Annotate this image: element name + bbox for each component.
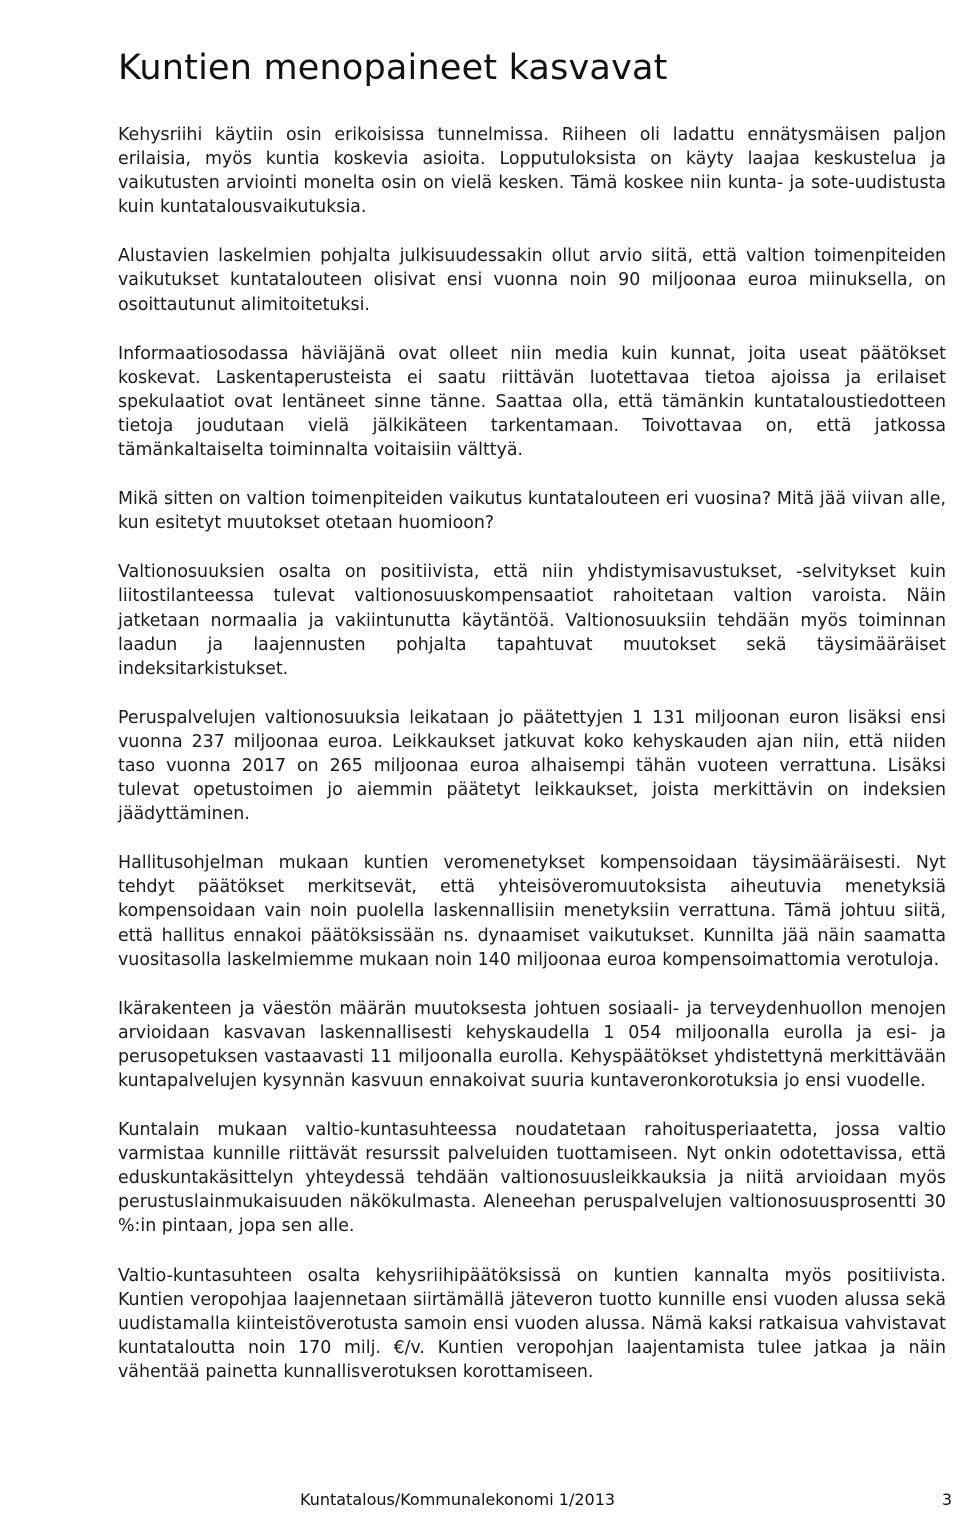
paragraph-4: Mikä sitten on valtion toimenpiteiden vaikutus kuntatalouteen eri vuosina? Mitä jää viivan alle, kun esitetyt muutokset otetaan huomioon? xyxy=(118,489,946,534)
page-number: 3 xyxy=(941,1490,952,1509)
paragraph-5: Valtionosuuksien osalta on positiivista, että niin yhdistymisavustukset, -selvitykset kuin liitostilanteessa tulevat valtionosuuskompensaatiot rahoitetaan valtion varoista. Näin jatketaan normaalia ja vakiintunutta käytäntöä. Valtionosuuksiin tehdään myös toiminnan laadun ja laajennusten pohjalta tapahtuvat muutokset sekä täysimääräiset indeksitarkistukset. xyxy=(118,562,946,679)
page-footer xyxy=(0,1490,960,1514)
paragraph-6: Peruspalvelujen valtionosuuksia leikataan jo päätettyjen 1 131 miljoonan euron lisäksi ensi vuonna 237 miljoonaa euroa. Leikkaukset jatkuvat koko kehyskauden ajan niin, että niiden taso vuonna 2017 on 265 miljoonaa euroa alhaisempi tähän vuoteen verrattuna. Lisäksi tulevat opetustoimen jo aiemmin päätetyt leikkaukset, joista merkittävin on indeksien jäädyttäminen. xyxy=(118,707,946,825)
paragraph-9: Kuntalain mukaan valtio-kuntasuhteessa noudatetaan rahoitusperiaatetta, jossa valtio varmistaa kunnille riittävät resurssit palveluiden tuottamiseen. Nyt onkin odotettavissa, että eduskuntakäsittelyn yhteydessä tehdään valtionosuusleikkauksia ja niitä arvioidaan myös perustuslainmukaisuuden näkökulmasta. Aleneehan peruspalvelujen valtionosuusprosentti 30 %:in pintaan, jopa sen alle. xyxy=(118,1120,946,1237)
article-title: Kuntien menopaineet kasvavat xyxy=(118,48,668,88)
paragraph-1: Kehysriihi käytiin osin erikoisissa tunnelmissa. Riiheen oli ladattu ennätysmäisen paljon erilaisia, myös kuntia koskevia asioita. Lopputuloksista on käyty laajaa keskustelua ja vaikutusten arviointi monelta osin on vielä kesken. Tämä koskee niin kunta- ja sote-uudistusta kuin kuntatalousvaikutuksia. xyxy=(118,125,946,218)
article xyxy=(118,44,946,1409)
paragraph-7: Hallitusohjelman mukaan kuntien veromenetykset kompensoidaan täysimääräisesti. Nyt tehdyt päätökset merkitsevät, että yhteisöveromuutoksista aiheutuvia menetyksiä kompensoidaan vain noin puolella laskennallisiin menetyksiin verrattuna. Tämä johtuu siitä, että hallitus ennakoi päätöksissään ns. dynaamiset vaikutukset. Kunnilta jää näin saamatta vuositasolla laskelmiemme mukaan noin 140 miljoonaa euroa kompensoimattomia verotuloja. xyxy=(118,853,946,970)
paragraph-8: Ikärakenteen ja väestön määrän muutoksesta johtuen sosiaali- ja terveydenhuollon menojen arvioidaan kasvavan laskennallisesti kehyskaudella 1 054 miljoonalla eurolla ja esi- ja perusopetuksen vastaavasti 11 miljoonalla eurolla. Kehyspäätökset yhdistettynä merkittävään kuntapalvelujen kysynnän kasvuun ennakoivat suuria kuntaveronkorotuksia jo ensi vuodelle. xyxy=(118,998,946,1091)
paragraph-3: Informaatiosodassa häviäjänä ovat olleet niin media kuin kunnat, joita useat päätökset koskevat. Laskentaperusteista ei saatu riittävän luotettavaa tietoa ajoissa ja erilaiset spekulaatiot ovat lentäneet sinne tänne. Saattaa olla, että tämänkin kuntataloustiedotteen tietoja joudutaan vielä jälkikäteen tarkentamaan. Toivottavaa on, että jatkossa tämänkaltaiselta toiminnalta voitaisiin välttyä. xyxy=(118,343,946,461)
paragraph-2: Alustavien laskelmien pohjalta julkisuudessakin ollut arvio siitä, että valtion toimenpiteiden vaikutukset kuntatalouteen olisivat ensi vuonna noin 90 miljoonaa euroa miinuksella, on osoittautunut alimitoitetuksi. xyxy=(118,246,946,315)
footer-publication: Kuntatalous/Kommunalekonomi 1/2013 xyxy=(300,1490,616,1509)
paragraph-10: Valtio-kuntasuhteen osalta kehysriihipäätöksissä on kuntien kannalta myös positiivista. Kuntien veropohjaa laajennetaan siirtämällä jäteveron tuotto kunnille ensi vuoden alussa sekä uudistamalla kiinteistöverotusta samoin ensi vuoden alussa. Nämä kaksi ratkaisua vahvistavat kuntataloutta noin 170 milj. €/v. Kuntien veropohjan laajentamista tulee jatkaa ja näin vähentää painetta kunnallisverotuksen korottamiseen. xyxy=(118,1265,946,1382)
